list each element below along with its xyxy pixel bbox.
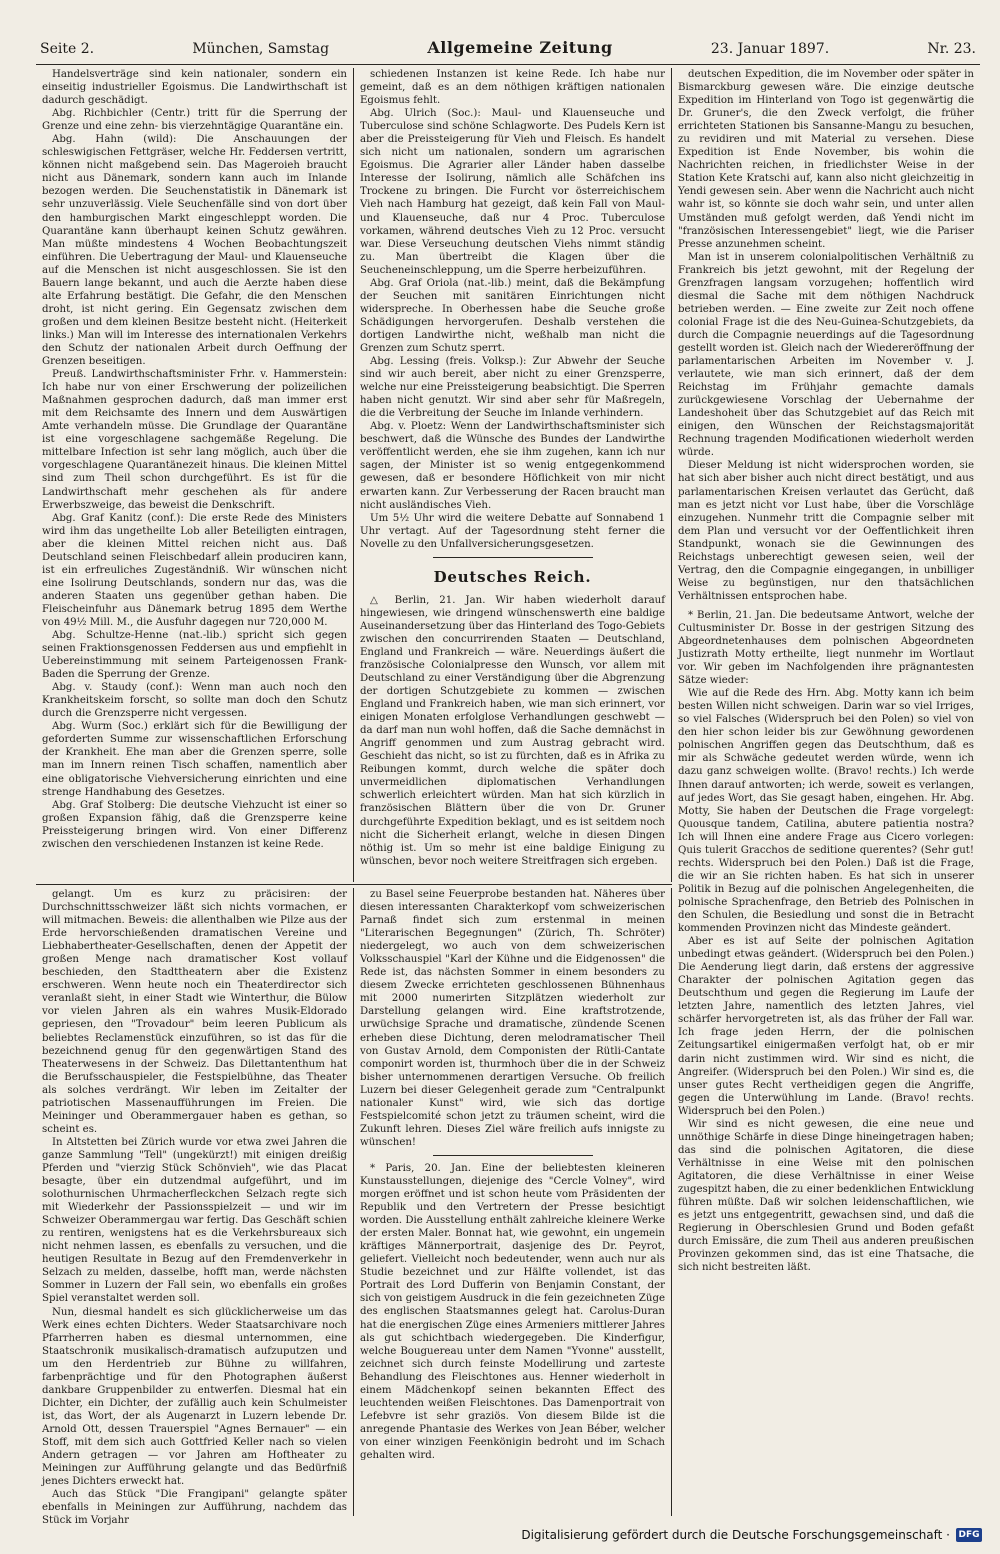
paragraph: Wie auf die Rede des Hrn. Abg. Motty kann ich beim besten Willen nicht schweigen. Darin war so viel Irriges, so viel Falsches (Widerspruch bei den Polen) so viel von den hier schon leider bis zur Gewöhnung gewordenen polnischen Angriffen gegen das Deutschthum, daß es mir als Schwäche gedeutet werden würde, wenn ich dazu ganz schweigen wollte. (Bravo! rechts.) Ich werde Ihnen darauf antworten; ich werde, soweit es verlangen, auf jedes Wort, das Sie gesagt haben, eingehen. Hr. Abg. Motty, Sie haben der Deutschen die Frage vorgelegt: Quousque tandem, Catilina, abutere patientia nostra? Ich will Ihnen eine andere Frage aus Cicero vorlegen: Quis tulerit Gracchos de seditione querentes? (Sehr gut! rechts. Widerspruch bei den Polen.) Daß ist die Frage, die wir an Sie richten haben. Es hat sich in unserer Politik in Bezug auf die polnischen Angelegenheiten, die polnische Sprachenfrage, den Betrieb des Polnischen in den Schulen, die Besiedlung und sonst die in Betracht kommenden Provinzen nicht das Mindeste geändert.	[678, 688, 974, 935]
paragraph: Nun, diesmal handelt es sich glücklicherweise um das Werk eines echten Dichters. Weder Staatsarchivare noch Pfarrherren haben es diesmal unternommen, eine Staatschronik musikalisch-dramatisch aufzuputzen und um den Herdentrieb zur Bühne zu willfahren, farbenprächtige und für den Photographen äußerst dankbare Gruppenbilder zu entwerfen. Diesmal hat ein Dichter, ein Dichter, der zufällig auch kein Schulmeister ist, das Wort, der als Augenarzt in Luzern lebende Dr. Arnold Ott, dessen Trauerspiel "Agnes Bernauer" — ein Stoff, mit dem sich auch Gottfried Keller nach so vielen Andern getragen — vor Jahren am Hoftheater zu Meiningen zur Aufführung gelangte und das Bedürfniß jenes Dichters erweckt hat.	[42, 1306, 347, 1488]
paragraph: Auch das Stück "Die Frangipani" gelangte später ebenfalls in Meiningen zur Aufführung, nachdem das Stück im Vorjahr	[42, 1489, 347, 1527]
paragraph: Handelsverträge sind kein nationaler, sondern ein einseitig industrieller Egoismus. Die Landwirthschaft ist dadurch geschädigt.	[42, 69, 347, 107]
paragraph: Preuß. Landwirthschaftsminister Frhr. v. Hammerstein: Ich habe nur von einer Erschwerung der polizeilichen Maßnahmen gesprochen dadurch, daß man immer erst mit dem Reichsamte des Innern und dem Auswärtigen Amte verhandeln müsse. Die Grundlage der Quarantäne ist eine vorgeschlagene sachgemäße Regelung. Die mittelbare Infection ist sehr lang möglich, auch über die vorgeschlagene Quarantänezeit hinaus. Die kleinen Mittel sind zum Theil schon durchgeführt. Es ist für die Landwirthschaft mehr geschehen als für andere Erwerbszweige, das beweist die Denkschrift.	[42, 369, 347, 511]
page-number: Seite 2.	[40, 41, 95, 57]
dfg-logo-icon: DFG	[956, 1528, 982, 1542]
digitization-footer	[0, 1524, 1000, 1546]
paragraph: Abg. Graf Stolberg: Die deutsche Viehzucht ist einer so großen Expansion fähig, daß die Grenzsperre keine Preissteigerung bringen wird. Von einer Differenz zwischen den verschiedenen Instanzen ist keine Rede.	[42, 799, 347, 850]
upper-column-3	[672, 68, 980, 1274]
paragraph: Abg. Richbichler (Centr.) tritt für die Sperrung der Grenze und eine zehn- bis vierzehntägige Quarantäne ein.	[42, 108, 347, 133]
paragraph: Aber es ist auf Seite der polnischen Agitation unbedingt etwas geändert. (Widerspruch bei den Polen.) Die Aenderung liegt darin, daß erstens der aggressive Charakter der polnischen Agitation gegen das Deutschthum und gegen die Regierung im Laufe der letzten Jahre, namentlich des letzten Jahres, viel schärfer hervorgetreten ist, als das früher der Fall war. Ich frage jeden Herrn, der die polnischen Zeitungsartikel einigermaßen verfolgt hat, ob er mir darin nicht zustimmen wird. Wir sind es nicht, die Angreifer. (Widerspruch bei den Polen.) Wir sind es, die unser gutes Recht vertheidigen gegen die Angriffe, gegen die Unterwühlung im Lande. (Bravo! rechts. Widerspruch bei den Polen.)	[678, 936, 974, 1117]
paragraph: Wir sind es nicht gewesen, die eine neue und unnöthige Schärfe in diese Dinge hineingetragen haben; das sind die polnischen Agitatoren, die diese Verhältnisse in eine Weise mit den polnischen Agitatoren, die diese Verhältnisse in einer Weise zugespitzt haben, die zu einer bedenklichen Entwicklung führen müßte. Daß wir solchen leidenschaftlichen, wie es jetzt uns entgegentritt, gewachsen sind, und daß die Regierung in Oberschlesien Grund und Boden gefaßt durch Emissäre, die zum Theil aus anderen preußischen Provinzen gekommen sind, das ist eine Thatsache, die sich nicht bestreiten läßt.	[678, 1118, 974, 1274]
feuilleton-divider	[36, 884, 672, 885]
paragraph: Abg. v. Staudy (conf.): Wenn man auch noch den Krankheitskeim forscht, so sollte man doch den Schutz durch die Grenzsperre nicht vergessen.	[42, 682, 347, 720]
paragraph: Abg. Lessing (freis. Volksp.): Zur Abwehr der Seuche sind wir auch bereit, aber nicht zu einer Grenzsperre, welche nur eine Preissteigerung beabsichtigt. Die Sperren haben nicht genutzt. Wir sind aber sehr für Maßregeln, die die Verbreitung der Seuche im Inlande verhindern.	[360, 356, 665, 420]
upper-column-1	[36, 68, 354, 882]
paragraph: △ Berlin, 21. Jan. Wir haben wiederholt darauf hingewiesen, wie dringend wünschenswerth eine baldige Auseinandersetzung über das Hinterland des Togo-Gebiets zwischen den concurrirenden Staaten — Deutschland, England und Frankreich — wäre. Neuerdings äußert die französische Colonialpresse den Wunsch, vor allem mit Deutschland zu einer Verständigung über die Abgrenzung der dortigen Schutzgebiete zu kommen — zwischen England und Frankreich haben, wie man sich erinnert, vor einigen Monaten erfolglose Verhandlungen geschwebt — da darf man nun wohl hoffen, daß die Sache demnächst in Angriff genommen und zum Austrag gebracht wird. Geschieht das nicht, so ist zu fürchten, daß es in Afrika zu Reibungen kommt, durch welche die später doch unvermeidlichen diplomatischen Verhandlungen schwerlich erleichtert würden. Man hat sich kürzlich in französischen Blättern über die von Dr. Gruner durchgeführte Expedition beklagt, und es ist seitdem noch nicht die Sicherheit erlangt, welche in diesen Dingen nöthig ist. Um so mehr ist eine baldige Einigung zu wünschen, bevor noch weitere Streitfragen sich ergeben.	[360, 594, 665, 867]
masthead	[36, 38, 980, 65]
paragraph: Dieser Meldung ist nicht widersprochen worden, sie hat sich aber bisher auch nicht direct bestätigt, und aus parlamentarischen Kreisen verlautet das Gerücht, daß man es jetzt nicht vor Lust habe, über die Vorschläge einzugehen. Nunmehr tritt die Compagnie selber mit dem Plan und versucht vor der Oeffentlichkeit ihren Standpunkt, wonach sie die Gewinnungen des Reichstags unberechtigt gewesen seien, weil der Vertrag, den die Compagnie eingegangen, in unbilliger Weise zu begünstigen, nur den thatsächlichen Verhältnissen entsprochen habe.	[678, 460, 974, 602]
upper-column-2	[354, 68, 672, 882]
paragraph: Abg. Schultze-Henne (nat.-lib.) spricht sich gegen seinen Fraktionsgenossen Feddersen aus und empfiehlt in Uebereinstimmung mit seinem Parteigenossen Frank-Baden die Sperrung der Grenze.	[42, 630, 347, 681]
lower-column-1	[36, 888, 354, 1527]
section-heading: Deutsches Reich.	[433, 567, 592, 586]
paragraph: Um 5½ Uhr wird die weitere Debatte auf Sonnabend 1 Uhr vertagt. Auf der Tagesordnung steht ferner die Novelle zu den Unfallversicherungsgesetzen.	[360, 512, 665, 550]
paragraph: Abg. Wurm (Soc.) erklärt sich für die Bewilligung der geforderten Summe zur wissenschaftlichen Erforschung der Krankheit. Ehe man aber die Grenzen sperre, solle man im Innern reinen Tisch schaffen, namentlich aber eine obligatorische Viehversicherung einrichten und eine strenge Handhabung des Gesetzes.	[42, 721, 347, 798]
paragraph: Abg. Hahn (wild): Die Anschauungen der schleswigischen Fettgräser, welche Hr. Feddersen vertritt, können nicht maßgebend sein. Das Mageroieh braucht nicht aus Dänemark, sondern kann auch im Inlande bezogen werden. Die Seuchenstatistik in Dänemark ist sehr unzuverlässig. Viele Seuchenfälle sind von dort über den hamburgischen Markt eingeschleppt worden. Die Quarantäne kann überhaupt keinen Schutz gewähren. Man müßte mindestens 4 Wochen Beobachtungszeit einführen. Die Uebertragung der Maul- und Klauenseuche auf die Menschen ist nicht ausgeschlossen. Sie ist den Bauern lange bekannt, und auch die Aerzte haben diese alte Erfahrung bestätigt. Die Gefahr, die den Menschen droht, ist nicht gering. Ein Gegensatz zwischen dem großen und dem kleinen Besitze besteht nicht. (Heiterkeit links.) Man will im Interesse des internationalen Verkehrs den Schutz der nationalen Arbeit durch Oeffnung der Grenzen beseitigen.	[42, 134, 347, 368]
feuilleton-section	[36, 888, 980, 1527]
section-divider	[433, 557, 593, 558]
newspaper-title: Allgemeine Zeitung	[427, 38, 613, 57]
paragraph: In Altstetten bei Zürich wurde vor etwa zwei Jahren die ganze Sammlung "Tell" (ungekürzt!) mit einigen dreißig Pferden und "vierzig Stück Schönvieh", wie das Placat besagte, über ein dutzendmal aufgeführt, und im solothurnischen Uhrmacherfleckchen Selzach regte sich mit Wiederkehr der Passionsspielzeit — und wir im Schweizer Oberammergau war fertig. Das Geschäft schien zu rentiren, wenigstens hat es die Verkehrsbureaux sich nicht nehmen lassen, es ebenfalls zu versuchen, und die heutigen Resultate in Bezug auf den Fremdenverkehr in Selzach zu melden, dasselbe, hofft man, werde nächsten Sommer in Luzern der Fall sein, wo ebenfalls ein großes Spiel veranstaltet werden soll.	[42, 1136, 347, 1305]
paragraph: * Berlin, 21. Jan. Die bedeutsame Antwort, welche der Cultusminister Dr. Bosse in der gestrigen Sitzung des Abgeordnetenhauses dem polnischen Abgeordneten Justizrath Motty ertheilte, liegt nunmehr im Wortlaut vor. Wir geben im Nachfolgenden ihre prägnantesten Sätze wieder:	[678, 609, 974, 687]
issue-number: Nr. 23.	[927, 41, 976, 57]
paragraph: Man ist in unserem colonialpolitischen Verhältniß zu Frankreich bis jetzt gewohnt, mit der Regelung der Grenzfragen langsam vorzugehen; hoffentlich wird diesmal die Sache mit dem nöthigen Nachdruck betrieben werden. — Eine zweite zur Zeit noch offene colonial Frage ist die des Neu-Guinea-Schutzgebiets, da durch die Compagnie neuerdings auf die Tagesordnung gestellt worden ist. Gleich nach der Wiedereröffnung der parlamentarischen Arbeiten im November v. J. verlautete, wie man sich erinnert, daß der dem Reichstag im Frühjahr gemachte damals zurückgewiesene Vorschlag der Uebernahme der Landeshoheit über das Schutzgebiet auf das Reich mit einigen, den Wünschen der Reichstagsmajorität Rechnung tragenden Modificationen wiederholt werden würde.	[678, 251, 974, 459]
paragraph: Abg. Graf Oriola (nat.-lib.) meint, daß die Bekämpfung der Seuchen mit sanitären Einrichtungen nicht widerspreche. In Oberhessen habe die Seuche große Schädigungen hervorgerufen. Deshalb verstehen die dortigen Landwirthe nicht, weßhalb man nicht die Grenzen zum Schutz sperrt.	[360, 277, 665, 354]
paragraph: * Paris, 20. Jan. Eine der beliebtesten kleineren Kunstausstellungen, diejenige des "Cercle Volney", wird morgen eröffnet und ist schon heute vom Präsidenten der Republik und den Vertretern der Presse besichtigt worden. Die Ausstellung enthält zahlreiche kleinere Werke der ersten Maler. Bonnat hat, wie gewohnt, ein ungemein kräftiges Männerportrait, dasjenige des Dr. Peyrot, geliefert. Vielleicht noch bedeutender, wenn auch nur als Studie bezeichnet und zur Hälfte vollendet, ist das Portrait des Lord Dufferin von Benjamin Constant, der sich von geistigem Ausdruck in die fein gezeichneten Züge des englischen Staatsmannes gelegt hat. Carolus-Duran hat die energischen Züge eines Armeniers mittlerer Jahres als gut schichtbach wiedergegeben. Die Kinderfigur, welche Bouguereau unter dem Namen "Yvonne" ausstellt, zeichnet sich durch feinste Modellirung und zarteste Behandlung des Fleischtones aus. Henner wiederholt in einem Mädchenkopf seinen bekannten Effect des leuchtenden weißen Fleischtones. Das Damenportrait von Lefebvre ist sehr graziös. Von diesem Bilde ist die anregende Phantasie des Werkes von Jean Béber, welcher von einer winzigen Feenkönigin bedroht und im Schach gehalten wird.	[360, 1162, 665, 1461]
place-and-day: München, Samstag	[192, 41, 330, 57]
paragraph: zu Basel seine Feuerprobe bestanden hat. Näheres über diesen interessanten Charakterkopf vom schweizerischen Parnaß findet sich zum erstenmal in meinen "Literarischen Begegnungen" (Zürich, Th. Schröter) niedergelegt, wo auch von dem schweizerischen Volksschauspiel "Karl der Kühne und die Eidgenossen" die Rede ist, das nächsten Sommer in einem besonders zu diesem Zwecke errichteten geschlossenen Bühnenhaus mit 2000 numerirten Sitzplätzen wiederholt zur Darstellung gelangen wird. Eine kraftstrotzende, urwüchsige Sprache und dramatische, zündende Scenen erheben diese Dichtung, deren melodramatischer Theil von Gustav Arnold, dem Componisten der Rütli-Cantate componirt worden ist, thurmhoch über die in der Schweiz bisher unternommenen derartigen Versuche. Ob freilich Luzern bei dieser Gelegenheit gerade zum "Centralpunkt nationaler Kunst" wird, wie sich das dortige Festspielcomité schon jetzt zu träumen scheint, wird die Zukunft lehren. Dieses Ziel wäre freilich aufs innigste zu wünschen!	[360, 889, 665, 1148]
paragraph: gelangt. Um es kurz zu präcisiren: der Durchschnittsschweizer läßt sich nichts vormachen, er will mitmachen. Beweis: die allenthalben wie Pilze aus der Erde hervorschießenden dramatischen Vereine und Liebhabertheater-Gesellschaften, denen der Appetit der großen Menge nach dramatischer Kost vollauf beschieden, den Stadttheatern aber die Existenz erschweren. Wenn heute noch ein Theaterdirector sich veranlaßt sieht, in einer Stadt wie Winterthur, die Bülow vor vielen Jahren als ein wahres Musik-Eldorado gepriesen, den "Trovadour" beim leeren Publicum als beliebtes Reclamenstück einzuführen, so ist das für die bezeichnend genug für den gegenwärtigen Stand des Theaterwesens in der Schweiz. Das Dilettantenthum hat die Berufsschauspieler, die Festspielbühne, das Theater als solches verdrängt. Wir leben im Zeitalter der patriotischen Massenaufführungen im Freien. Die Meininger und Oberammergauer haben es gethan, so scheint es.	[42, 889, 347, 1135]
paragraph: deutschen Expedition, die im November oder später in Bismarckburg gewesen wäre. Die einzige deutsche Expedition im Hinterland von Togo ist gegenwärtig die Dr. Gruner's, die den Zweck verfolgt, die früher errichteten Stationen bis Sansanne-Mangu zu besuchen, zu revidiren und mit Material zu versehen. Diese Expedition ist Ende November, bis wohin die Nachrichten reichen, in friedlichster Weise in der Station Kete Kratschi auf, kann also nicht gleichzeitig in Yendi gewesen sein. Aber wenn die Nachricht auch nicht wahr ist, so könnte sie doch wahr sein, und unter allen Umständen muß gefolgt werden, daß Yendi nicht im "französischen Interessengebiet" liegt, wie die Pariser Presse anzunehmen scheint.	[678, 69, 974, 250]
paragraph: schiedenen Instanzen ist keine Rede. Ich habe nur gemeint, daß es an dem nöthigen kräftigen nationalen Egoismus fehlt.	[360, 69, 665, 107]
paragraph: Abg. v. Ploetz: Wenn der Landwirthschaftsminister sich beschwert, daß die Wünsche des Bundes der Landwirthe veröffentlicht werden, ehe sie ihm zugehen, kann ich nur sagen, der Minister ist so wenig entgegenkommend gewesen, daß er besondere Höflichkeit von mir nicht erwarten kann. Zur Verbesserung der Racen braucht man nicht ausländisches Vieh.	[360, 421, 665, 511]
paragraph: Abg. Ulrich (Soc.): Maul- und Klauenseuche und Tuberculose sind schöne Schlagworte. Des Pudels Kern ist aber die Preissteigerung für Vieh und Fleisch. Es handelt sich nicht um nationalen, sondern um agrarischen Egoismus. Die Agrarier aller Länder haben dasselbe Interesse der Isolirung, nämlich alle Schäfchen ins Trockene zu bringen. Die Furcht vor österreichischem Vieh nach Hamburg hat gezeigt, daß kein Fall von Maul- und Klauenseuche, daß nur 4 Proc. Tuberculose vorkamen, während deutsches Vieh zu 12 Proc. versucht war. Diese Verseuchung deutschen Viehs nimmt ständig zu. Man übertreibt die Klagen über die Seucheneinschleppung, um die Sperre herbeizuführen.	[360, 108, 665, 276]
issue-date: 23. Januar 1897.	[710, 41, 830, 57]
section-divider	[433, 1155, 593, 1156]
dfg-credit: Digitalisierung gefördert durch die Deutsche Forschungsgemeinschaft ·	[521, 1528, 950, 1542]
paragraph: Abg. Graf Kanitz (conf.): Die erste Rede des Ministers wird ihm das ungetheilte Lob aller Beteiligten eintragen, aber die kleinen Mittel reichen nicht aus. Daß Deutschland seinen Fleischbedarf allein produciren kann, ist ein erfreuliches Zugeständniß. Wir wünschen nicht eine Isolirung Deutschlands, sondern nur das, was die anderen Staaten uns gegenüber gethan haben. Die Fleischeinfuhr aus Dänemark betrug 1895 dem Werthe von 49½ Mill. M., die Ausfuhr dagegen nur 720,000 M.	[42, 512, 347, 628]
newspaper-page	[36, 38, 980, 1527]
lower-column-2	[354, 888, 672, 1516]
